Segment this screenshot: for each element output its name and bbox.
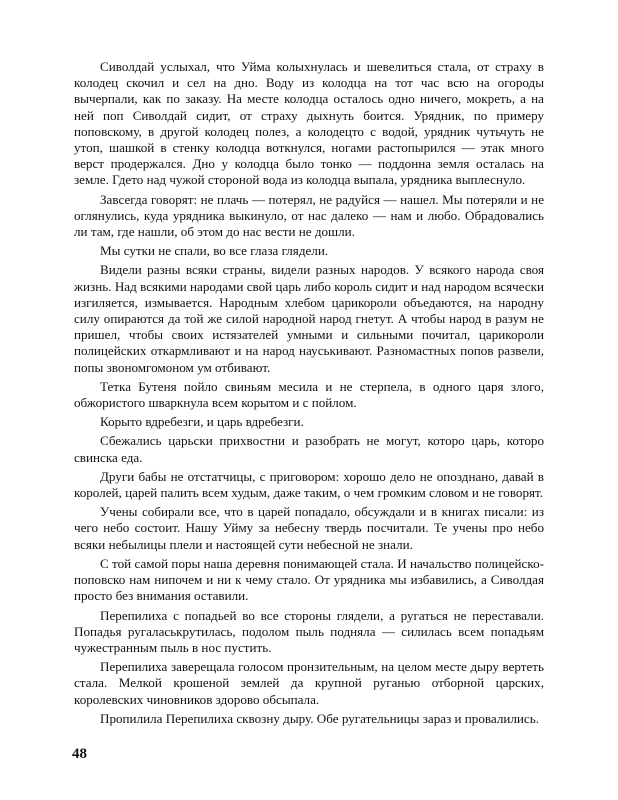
paragraph-10: С той самой поры наша деревня понимающей стала. И начальство полицейскопоповско нам нипочем и ни к чему стало. От урядника мы избавились, а Сиволдая просто без внимания оставили. xyxy=(74,555,544,604)
paragraph-12: Перепилиха заверещала голосом пронзительным, на целом месте дыру вертеть стала. Мелкой крошеной землей да крупной руганью отборной царских, королевских чиновников здорово обсыпала. xyxy=(74,659,544,707)
paragraph-4: Видели разны всяки страны, видели разных народов. У всякого народа своя жизнь. Над всякими народами свой царь либо король сидит и над народом всячески изгиляется, измывается. Народным хлебом царикороли объедаются, на народну силу опираются да той же силой народной народ гнетут. А чтобы народ в разум не пришел, чтобы своих истязателей умными и сильными почитал, царикороли полицейских откармливают и на народ науськивают. Разномастных попов развели, попы звономгомоном ум отбивают. xyxy=(74,262,544,375)
page-number: 48 xyxy=(72,746,87,762)
paragraph-5: Тетка Бутеня пойло свиньям месила и не стерпела, в одного царя злого, обжористого шваркнула всем корытом и с пойлом. xyxy=(74,378,544,411)
book-page-text xyxy=(74,59,544,730)
paragraph-1: Сиволдай услыхал, что Уйма колыхнулась и шевелиться стала, от страху в колодец скочил и сел на дно. Воду из колодца на тот час всю на огороды вычерпали, как по заказу. На месте колодца осталось одно ничего, мокреть, а на ней поп Сиволдай сидит, от страху дыхнуть боится. Урядник, по примеру поповскому, в другой колодец полез, а колодецто с водой, урядник чутьчуть не утоп, шашкой в стенку колодца воткнулся, ногами растопырился — этак много верст продержался. Дно у колодца было тонко — поддонна земля осталась на земле. Гдето над чужой стороной вода из колодца выпала, урядника выплеснуло. xyxy=(74,59,544,188)
paragraph-2: Завсегда говорят: не плачь — потерял, не радуйся — нашел. Мы потеряли и не оглянулись, куда урядника выкинуло, от нас далеко — нам и любо. Обрадовались ли там, где нашли, об этом до нас вести не дошли. xyxy=(74,191,544,240)
paragraph-11: Перепилиха с попадьей во все стороны глядели, а ругаться не переставали. Попадья ругаласькрутилась, подолом пыль подняла — силилась всем попадьям чужестранным пыль в нос пустить. xyxy=(74,607,544,655)
paragraph-9: Учены собирали все, что в царей попадало, обсуждали и в книгах писали: из чего небо состоит. Нашу Уйму за небесну твердь посчитали. Те учены про небо всяки небылицы плели и настоящей сути небесной не знали. xyxy=(74,504,544,552)
paragraph-3: Мы сутки не спали, во все глаза глядели. xyxy=(100,243,329,259)
paragraph-6: Корыто вдребезги, и царь вдребезги. xyxy=(100,414,304,430)
paragraph-13: Пропилила Перепилиха сквозну дыру. Обе ругательницы зараз и провалились. xyxy=(100,710,539,726)
paragraph-7: Сбежались царьски прихвостни и разобрать не могут, которо царь, которо свинска еда. xyxy=(74,433,544,465)
paragraph-8: Други бабы не отстатчицы, с приговором: хорошо дело не опозднано, давай в королей, царей палить всем худым, даже таким, о чем громким словом и не говорят. xyxy=(74,468,544,501)
